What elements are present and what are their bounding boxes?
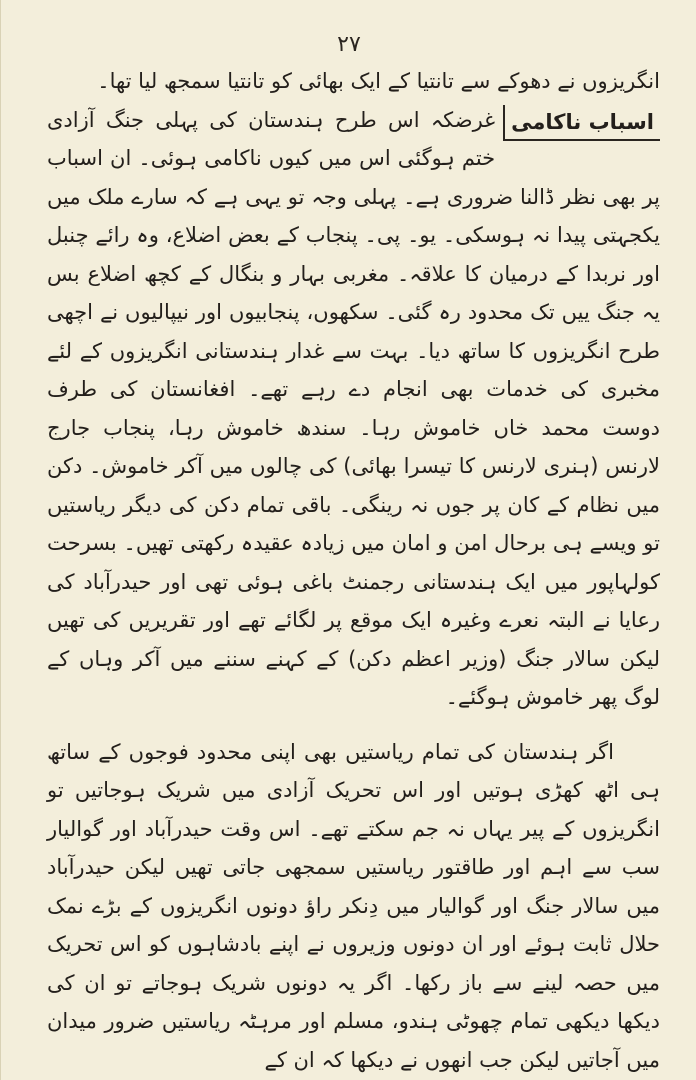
paragraph-1: انگریزوں نے دھوکے سے تانتیا کے ایک بھائی کو تانتیا سمجھ لیا تھا۔ bbox=[97, 69, 660, 93]
paragraph-2-text: غرضکہ اس طرح ہندستان کی پہلی جنگ آزادی ختم ہوگئی اس میں کیوں ناکامی ہوئی۔ ان اسباب پر بھی نظر ڈالنا ضروری ہے۔ پہلی وجہ تو یہی ہے کہ سارے ملک میں یکجہتی پیدا نہ ہوسکی۔ یو۔ پی۔ پنجاب کے بعض اضلاع، وہ رائے چنبل اور نربدا کے درمیان کا علاقہ۔ مغربی بہار و بنگال کے کچھ اضلاع بس یہ جنگ ییں تک محدود رہ گئی۔ سکھوں، پنجابیوں اور نیپالیوں نے اچھی طرح انگریزوں کا ساتھ دیا۔ بہت سے غدار ہندستانی انگریزوں کے لئے مخبری کی خدمات بھی انجام دے رہے تھے۔ افغانستان کی طرف دوست محمد خاں خاموش رہا۔ سندھ خاموش رہا، پنجاب جارج لارنس (ہنری لارنس کا تیسرا بھائی) کی چالوں میں آکر خاموش۔ دکن میں نظام کے کان پر جوں نہ رینگی۔ باقی تمام دکن کی دیگر ریاستیں تو ویسے ہی برحال امن و امان میں زیادہ عقیدہ رکھتی تھیں۔ بسرحت کولہاپور میں ایک ہندستانی رجمنٹ باغی ہوئی تھی اور حیدرآباد کی رعایا نے البتہ نعرے وغیرہ ایک موقع پر لگائے تھے اور تقریریں کی تھیں لیکن سالار جنگ (وزیر اعظم دکن) کے کہنے سننے میں آکر وہاں کے لوگ پھر خاموش ہوگئے۔ bbox=[47, 107, 660, 709]
paragraph-gap bbox=[47, 717, 660, 733]
page-number: ٢٧ bbox=[337, 32, 361, 57]
paragraph-3-text: اگر ہندستان کی تمام ریاستیں بھی اپنی محدود فوجوں کے ساتھ ہی اٹھ کھڑی ہوتیں اور اس تحریک آزادی میں شریک ہوجاتیں تو انگریزوں کے پیر یہاں نہ جم سکتے تھے۔ اس وقت حیدرآباد اور گوالیار سب سے اہم اور طاقتور ریاستیں سمجھی جاتی تھیں لیکن حیدرآباد میں سالار جنگ اور گوالیار میں دِنکر راؤ دونوں انگریزوں کے بڑے نمک حلال ثابت ہوئے اور ان دونوں وزیروں نے اپنے بادشاہوں کو اس تحریک میں حصہ لینے سے باز رکھا۔ اگر یہ دونوں شریک ہوجاتے تو ان کی دیکھا دیکھی تمام چھوٹی ہندو، مسلم اور مرہٹہ ریاستیں ضرور میدان میں آجاتیں لیکن جب انھوں نے دیکھا کہ ان کے bbox=[47, 739, 660, 1072]
paragraph-2 bbox=[47, 101, 660, 717]
paragraph-3 bbox=[47, 733, 660, 1080]
side-heading: اسباب ناکامی bbox=[503, 105, 660, 141]
page-body bbox=[47, 62, 660, 1079]
